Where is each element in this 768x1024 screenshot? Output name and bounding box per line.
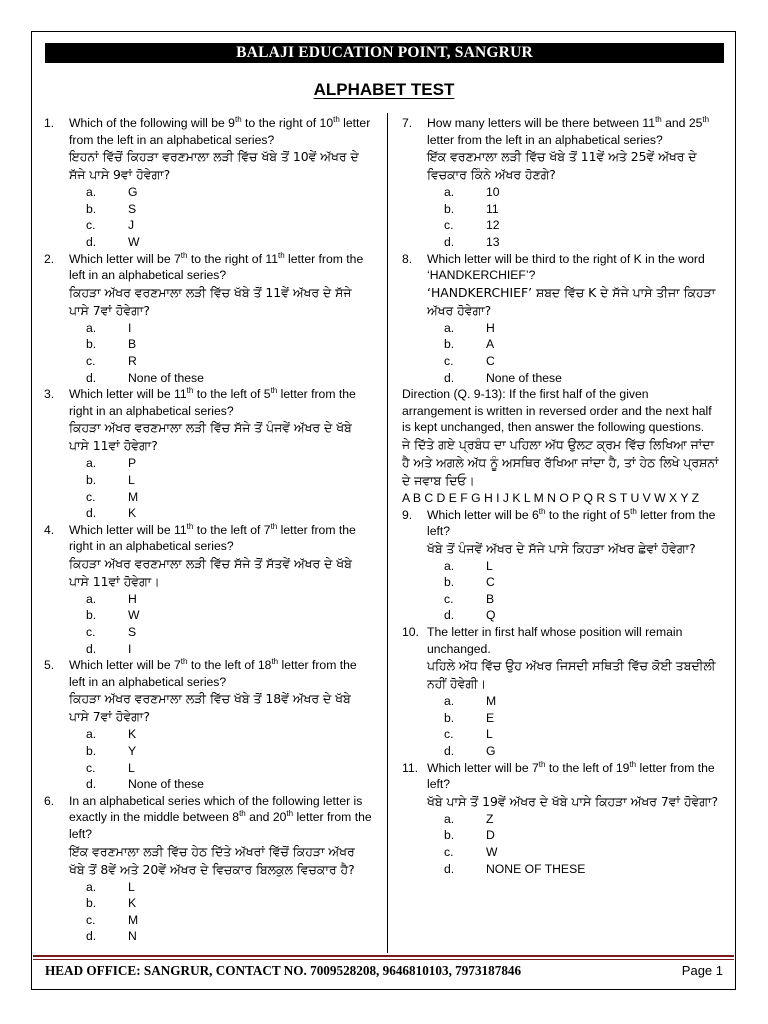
page-title: ALPHABET TEST	[313, 80, 455, 99]
option-letter: c.	[444, 845, 454, 859]
footer-rule-thin	[33, 959, 734, 960]
option-letter: c.	[86, 489, 96, 504]
option-letter: a.	[86, 456, 97, 471]
option-letter: b.	[86, 896, 97, 911]
ordinal-suffix: th	[278, 250, 285, 260]
answer-option	[44, 726, 374, 743]
question-body	[427, 251, 720, 320]
question-text-punjabi: ਇੱਕ ਵਰਣਮਾਲਾ ਲੜੀ ਵਿੱਚ ਖੱਬੇ ਤੋਂ 11ਵੇਂ ਅਤੇ 25ਵੇਂ ਅੱਖਰ ਦੇ ਵਿਚਕਾਰ ਕਿੰਨੇ ਅੱਖਰ ਹੋਣਗੇ?	[427, 149, 697, 183]
answer-option	[402, 353, 720, 370]
option-letter: a.	[86, 591, 97, 606]
option-letter: d.	[86, 929, 97, 944]
question-group-top	[402, 115, 720, 386]
option-letter: b.	[86, 201, 97, 216]
option-text: None of these	[486, 370, 562, 385]
ordinal-suffix: th	[186, 386, 194, 396]
option-text: Q	[486, 608, 496, 623]
option-letter: b.	[86, 608, 97, 623]
footer-contact: HEAD OFFICE: SANGRUR, CONTACT NO. 7009528208, 9646810103, 7973187846	[45, 963, 522, 978]
question-item	[44, 115, 374, 184]
option-text: W	[486, 845, 498, 859]
option-letter: a.	[444, 320, 455, 335]
option-letter: b.	[444, 337, 455, 352]
answer-option	[402, 558, 720, 575]
option-letter: a.	[86, 879, 97, 894]
answer-option	[44, 760, 374, 777]
question-number: 3.	[44, 387, 55, 402]
answer-option	[402, 591, 720, 608]
question-text	[69, 115, 374, 148]
question-text-part: Which of the following will be 9	[69, 116, 235, 130]
question-item	[44, 793, 374, 879]
option-letter: b.	[86, 744, 97, 759]
option-letter: c.	[444, 218, 454, 233]
question-text-punjabi: ਖੱਬੇ ਤੋਂ ਪੰਜਵੇਂ ਅੱਖਰ ਦੇ ਸੱਜੇ ਪਾਸੇ ਕਿਹੜਾ ਅੱਖਰ ਛੇਵਾਂ ਹੋਵੇਗਾ?	[427, 540, 696, 556]
ordinal-suffix: th	[239, 809, 246, 819]
question-text-part: The letter in first half whose position will remain unchanged.	[427, 625, 683, 656]
option-text: A	[486, 337, 495, 352]
option-letter: d.	[86, 234, 97, 249]
ordinal-suffix: th	[186, 521, 194, 531]
option-text: G	[128, 185, 138, 200]
question-text	[427, 760, 720, 793]
question-text-part: to the left of 19	[545, 760, 630, 775]
option-letter: d.	[86, 370, 97, 385]
answer-option	[44, 320, 374, 337]
option-text: J	[128, 218, 135, 233]
question-text-part: How many letters will be there between 11	[427, 116, 656, 130]
question-body	[427, 760, 720, 811]
question-text	[427, 115, 720, 148]
answer-option	[402, 693, 720, 710]
question-item	[402, 507, 720, 558]
answer-option	[44, 370, 374, 387]
answer-option	[44, 472, 374, 489]
option-letter: a.	[86, 185, 97, 200]
question-text-part: Which letter will be 7	[69, 658, 181, 673]
option-text: K	[128, 727, 137, 742]
option-text: K	[128, 506, 137, 521]
option-text: S	[128, 201, 137, 216]
option-letter: c.	[86, 218, 96, 233]
question-item	[402, 624, 720, 693]
option-text: H	[486, 320, 495, 335]
question-item	[402, 760, 720, 811]
ordinal-suffix: th	[538, 759, 546, 769]
question-text-punjabi: ਕਿਹੜਾ ਅੱਖਰ ਵਰਣਮਾਲਾ ਲੜੀ ਵਿੱਚ ਖੱਬੇ ਤੋਂ 11ਵੇਂ ਅੱਖਰ ਦੇ ਸੱਜੇ ਪਾਸੇ 7ਵਾਂ ਹੋਵੇਗਾ?	[69, 284, 352, 318]
question-text-part: Which letter will be 7	[427, 760, 539, 775]
question-number: 6.	[44, 793, 55, 808]
option-text: H	[128, 591, 137, 606]
question-text	[427, 251, 720, 284]
option-letter: a.	[444, 811, 455, 826]
question-body	[69, 793, 374, 879]
ordinal-suffix: th	[629, 759, 637, 769]
question-body	[69, 251, 374, 320]
option-text: M	[486, 694, 497, 709]
answer-option	[402, 201, 720, 218]
answer-option	[402, 726, 720, 743]
question-text	[427, 624, 720, 657]
option-text: C	[486, 353, 495, 368]
option-letter: c.	[86, 760, 96, 775]
answer-option	[402, 370, 720, 387]
footer-rule	[33, 955, 734, 957]
option-letter: b.	[86, 472, 97, 487]
question-group-bottom	[402, 507, 720, 878]
option-text: L	[486, 727, 493, 742]
option-text: R	[128, 353, 137, 368]
question-body	[427, 115, 720, 184]
question-text-part: to the right of 5	[545, 507, 631, 522]
option-letter: d.	[86, 641, 97, 656]
option-letter: c.	[444, 353, 454, 368]
question-item	[44, 251, 374, 320]
option-text: L	[128, 760, 135, 775]
answer-option	[402, 336, 720, 353]
option-letter: b.	[444, 828, 455, 843]
right-column	[402, 115, 720, 877]
answer-option	[44, 928, 374, 945]
question-text-punjabi: ਪਹਿਲੇ ਅੱਧ ਵਿੱਚ ਉਹ ਅੱਖਰ ਜਿਸਦੀ ਸਥਿਤੀ ਵਿੱਚ ਕੋਈ ਤਬਦੀਲੀ ਨਹੀਂ ਹੋਵੇਗੀ।	[427, 658, 716, 692]
question-body	[69, 115, 374, 184]
question-body	[427, 507, 720, 558]
answer-option	[402, 607, 720, 624]
question-text-part: In an alphabetical series which of the following letter is exactly in the middle between 8	[69, 793, 363, 825]
question-body	[69, 657, 374, 726]
option-letter: b.	[444, 201, 455, 216]
option-text: N	[128, 929, 137, 944]
answer-option	[44, 184, 374, 201]
question-number: 5.	[44, 658, 55, 673]
question-text	[69, 251, 374, 284]
option-letter: a.	[444, 694, 455, 709]
option-text: L	[128, 879, 135, 894]
option-text: W	[128, 608, 140, 623]
option-text: NONE OF THESE	[486, 861, 586, 876]
answer-option	[44, 591, 374, 608]
option-text: P	[128, 456, 137, 471]
question-text-part: letter from the left in an alphabetical series?	[69, 116, 371, 147]
question-text-part: Which letter will be 7	[69, 251, 181, 266]
question-text-part: Which letter will be 6	[427, 507, 539, 522]
question-text-part: letter from the left in an alphabetical series?	[427, 132, 663, 147]
answer-option	[44, 505, 374, 522]
answer-option	[402, 743, 720, 760]
question-item	[402, 251, 720, 320]
option-letter: d.	[444, 234, 455, 249]
question-text-part: letter from the left in an alphabetical series?	[69, 658, 357, 689]
question-text-part: letter from the right in an alphabetical series?	[69, 387, 356, 418]
ordinal-suffix: th	[180, 250, 188, 260]
answer-option	[402, 710, 720, 727]
option-text: None of these	[128, 777, 204, 792]
option-text: L	[486, 558, 493, 573]
option-letter: a.	[86, 727, 97, 742]
answer-option	[402, 574, 720, 591]
option-text: G	[486, 744, 496, 759]
answer-option	[44, 641, 374, 658]
option-text: Z	[486, 811, 494, 826]
question-text-part: and 20	[245, 810, 287, 825]
option-letter: c.	[86, 912, 96, 927]
question-number: 9.	[402, 507, 413, 522]
answer-option	[402, 320, 720, 337]
question-item	[44, 657, 374, 726]
option-letter: a.	[444, 558, 455, 573]
option-text: E	[486, 710, 495, 725]
question-text	[69, 386, 374, 419]
question-text-part: Which letter will be third to the right of K in the word ‘HANDKERCHIEF’?	[427, 251, 705, 283]
option-text: I	[128, 320, 132, 335]
question-text-punjabi: ਖੱਬੇ ਪਾਸੇ ਤੋਂ 19ਵੇਂ ਅੱਖਰ ਦੇ ਖੱਬੇ ਪਾਸੇ ਕਿਹੜਾ ਅੱਖਰ 7ਵਾਂ ਹੋਵੇਗਾ?	[427, 793, 719, 809]
question-text-part: to the left of 7	[193, 522, 271, 537]
question-text-part: to the right of 10	[241, 116, 334, 130]
ordinal-suffix: th	[702, 114, 710, 124]
option-letter: c.	[86, 353, 96, 368]
option-letter: c.	[444, 591, 454, 606]
option-letter: a.	[86, 320, 97, 335]
answer-option	[44, 201, 374, 218]
answer-option	[44, 879, 374, 896]
question-body	[69, 522, 374, 591]
answer-option	[402, 184, 720, 201]
answer-option	[44, 217, 374, 234]
left-column	[44, 115, 374, 945]
ordinal-suffix: th	[234, 114, 242, 124]
option-text: None of these	[128, 370, 204, 385]
ordinal-suffix: th	[333, 114, 340, 124]
answer-option	[44, 489, 374, 506]
question-text-punjabi: ‘HANDKERCHIEF’ ਸ਼ਬਦ ਵਿੱਚ K ਦੇ ਸੱਜੇ ਪਾਸੇ ਤੀਜਾ ਕਿਹੜਾ ਅੱਖਰ ਹੋਵੇਗਾ?	[427, 284, 716, 318]
answer-option	[44, 336, 374, 353]
answer-option	[44, 776, 374, 793]
question-number: 4.	[44, 522, 55, 537]
question-text-part: letter from the left?	[427, 760, 715, 792]
question-number: 2.	[44, 251, 55, 266]
question-text-part: letter from the left?	[427, 507, 716, 539]
option-text: 12	[486, 218, 500, 233]
ordinal-suffix: th	[286, 809, 294, 819]
ordinal-suffix: th	[538, 506, 546, 516]
answer-option	[44, 895, 374, 912]
question-text-part: Which letter will be 11	[69, 387, 187, 402]
answer-option	[402, 811, 720, 828]
question-number: 1.	[44, 116, 55, 130]
answer-option	[44, 624, 374, 641]
option-text: L	[128, 472, 135, 487]
question-body	[69, 386, 374, 455]
direction-text: Direction (Q. 9-13): If the first half of the given arrangement is written in reversed order and the next half is kept unchanged, then answer the following questions.	[402, 387, 712, 435]
question-text	[427, 507, 720, 540]
option-text: M	[128, 912, 139, 927]
question-text-punjabi: ਕਿਹੜਾ ਅੱਖਰ ਵਰਣਮਾਲਾ ਲੜੀ ਵਿੱਚ ਸੱਜੇ ਤੋਂ ਪੰਜਵੇਂ ਅੱਖਰ ਦੇ ਖੱਬੇ ਪਾਸੇ 11ਵਾਂ ਹੋਵੇਗਾ?	[69, 420, 352, 454]
answer-option	[44, 455, 374, 472]
option-letter: d.	[86, 506, 97, 521]
question-item	[402, 115, 720, 184]
column-divider	[387, 113, 388, 953]
option-text: M	[128, 489, 139, 504]
option-text: K	[128, 896, 137, 911]
question-text-part: letter from the left?	[69, 810, 372, 841]
ordinal-suffix: th	[630, 506, 637, 516]
question-text-part: to the left of 18	[187, 658, 272, 673]
footer	[45, 963, 723, 979]
question-text-part: and 25	[661, 116, 703, 130]
ordinal-suffix: th	[655, 114, 662, 124]
question-text	[69, 522, 374, 555]
option-text: W	[128, 234, 140, 249]
option-text: 13	[486, 234, 500, 249]
option-text: I	[128, 641, 132, 656]
question-text-part: letter from the right in an alphabetical series?	[69, 522, 356, 554]
question-text-punjabi: ਕਿਹੜਾ ਅੱਖਰ ਵਰਣਮਾਲਾ ਲੜੀ ਵਿੱਚ ਖੱਬੇ ਤੋਂ 18ਵੇਂ ਅੱਖਰ ਦੇ ਖੱਬੇ ਪਾਸੇ 7ਵਾਂ ਹੋਵੇਗਾ?	[69, 691, 351, 725]
ordinal-suffix: th	[271, 657, 279, 667]
option-letter: b.	[444, 575, 455, 590]
answer-option	[44, 607, 374, 624]
question-item	[44, 522, 374, 591]
question-number: 10.	[402, 625, 419, 640]
option-text: S	[128, 625, 137, 640]
option-letter: d.	[444, 744, 455, 759]
question-number: 11.	[402, 760, 419, 775]
institute-banner: BALAJI EDUCATION POINT, SANGRUR	[45, 43, 724, 63]
option-letter: c.	[86, 625, 96, 640]
page-number: Page 1	[681, 963, 723, 978]
option-letter: b.	[86, 337, 97, 352]
option-letter: d.	[444, 861, 455, 876]
question-text-part: Which letter will be 11	[69, 522, 187, 537]
answer-option	[402, 234, 720, 251]
question-text-punjabi: ਇਹਨਾਂ ਵਿੱਚੋਂ ਕਿਹੜਾ ਵਰਣਮਾਲਾ ਲੜੀ ਵਿੱਚ ਖੱਬੇ ਤੋਂ 10ਵੇਂ ਅੱਖਰ ਦੇ ਸੱਜੇ ਪਾਸੇ 9ਵਾਂ ਹੋਵੇਗਾ?	[69, 149, 359, 183]
option-text: B	[128, 337, 137, 352]
question-text	[69, 793, 374, 843]
option-letter: a.	[444, 185, 455, 200]
question-number: 7.	[402, 116, 413, 130]
option-text: D	[486, 828, 495, 843]
option-letter: d.	[444, 608, 455, 623]
question-text	[69, 657, 374, 690]
direction-text-punjabi: ਜੇ ਦਿੱਤੇ ਗਏ ਪ੍ਰਬੰਧ ਦਾ ਪਹਿਲਾ ਅੱਧ ਉਲਟ ਕ੍ਰਮ ਵਿੱਚ ਲਿਖਿਆ ਜਾਂਦਾ ਹੈ ਅਤੇ ਅਗਲੇ ਅੱਧ ਨੂੰ ਅਸਥਿਰ ਰੱਖਿਆ ਜਾਂਦਾ ਹੈ, ਤਾਂ ਹੇਠ ਲਿਖੇ ਪ੍ਰਸ਼ਨਾਂ ਦੇ ਜਵਾਬ ਦਿਓ।	[402, 436, 719, 488]
question-text-part: letter from the left in an alphabetical series?	[69, 251, 364, 283]
question-number: 8.	[402, 251, 413, 266]
ordinal-suffix: th	[270, 521, 278, 531]
option-text: C	[486, 575, 495, 590]
ordinal-suffix: th	[180, 657, 188, 667]
alphabet-series: A B C D E F G H I J K L M N O P Q R S T U V W X Y Z	[402, 490, 700, 505]
question-body	[427, 624, 720, 693]
option-text: 11	[486, 201, 499, 216]
answer-option	[44, 234, 374, 251]
answer-option	[402, 217, 720, 234]
question-item	[44, 386, 374, 455]
answer-option	[402, 861, 720, 878]
question-text-punjabi: ਕਿਹੜਾ ਅੱਖਰ ਵਰਣਮਾਲਾ ਲੜੀ ਵਿੱਚ ਸੱਜੇ ਤੋਂ ਸੱਤਵੇਂ ਅੱਖਰ ਦੇ ਖੱਬੇ ਪਾਸੇ 11ਵਾਂ ਹੋਵੇਗਾ।	[69, 555, 352, 589]
option-letter: d.	[444, 370, 455, 385]
option-text: Y	[128, 744, 137, 759]
answer-option	[402, 827, 720, 844]
answer-option	[402, 844, 720, 861]
option-letter: b.	[444, 710, 455, 725]
question-text-part: to the left of 5	[193, 387, 271, 402]
answer-option	[44, 912, 374, 929]
option-letter: c.	[444, 727, 454, 742]
option-letter: d.	[86, 777, 97, 792]
option-text: B	[486, 591, 495, 606]
question-text-part: to the right of 11	[187, 251, 278, 266]
answer-option	[44, 743, 374, 760]
ordinal-suffix: th	[270, 386, 278, 396]
option-text: 10	[486, 185, 500, 200]
answer-option	[44, 353, 374, 370]
question-text-punjabi: ਇੱਕ ਵਰਣਮਾਲਾ ਲੜੀ ਵਿੱਚ ਹੇਠ ਦਿੱਤੇ ਅੱਖਰਾਂ ਵਿੱਚੋਂ ਕਿਹੜਾ ਅੱਖਰ ਖੱਬੇ ਤੋਂ 8ਵੇਂ ਅਤੇ 20ਵੇਂ ਅੱਖਰ ਦੇ ਵਿਚਕਾਰ ਬਿਲਕੁਲ ਵਿਚਕਾਰ ਹੈ?	[69, 843, 355, 877]
